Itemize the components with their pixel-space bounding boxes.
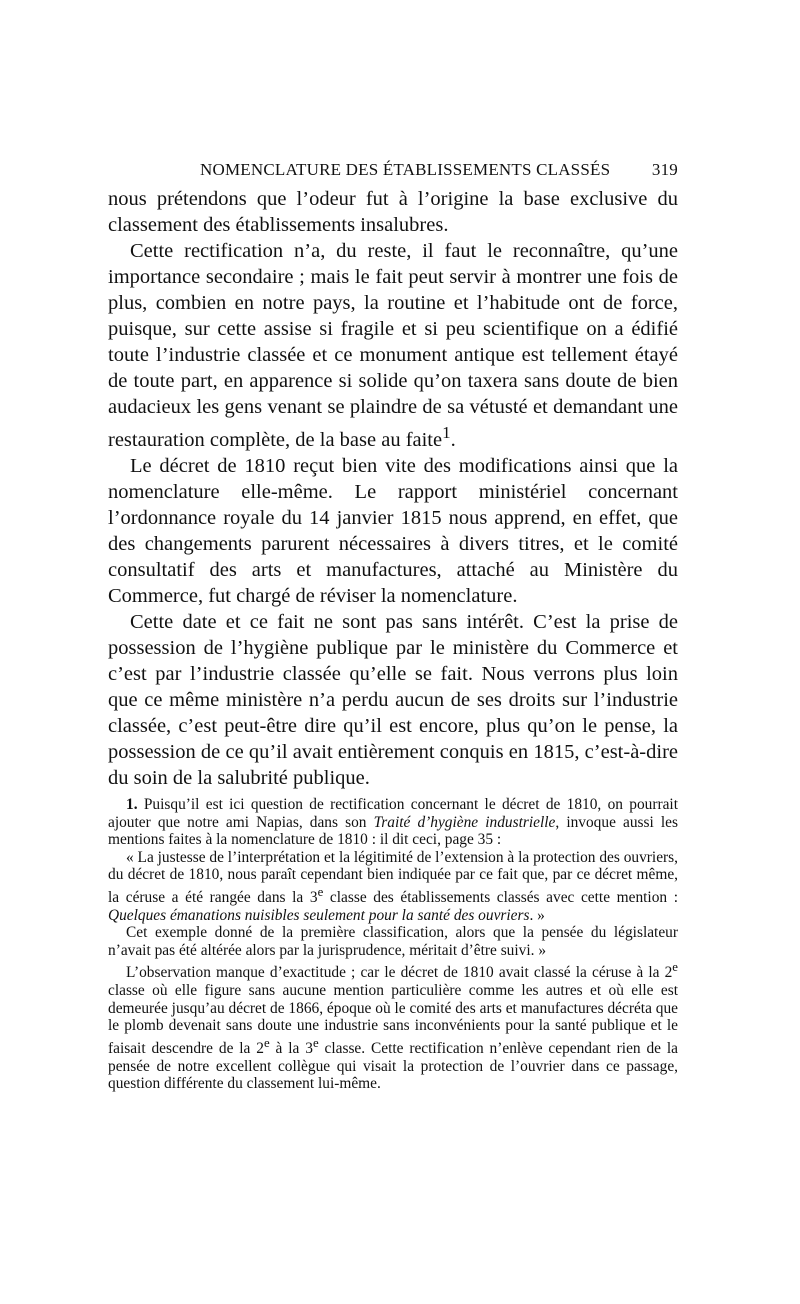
footnote-number: 1.: [126, 796, 138, 813]
paragraph-1: nous prétendons que l’odeur fut à l’origine la base exclusive du classement des établissements insalubres.: [108, 188, 678, 236]
paragraph-3: Le décret de 1810 reçut bien vite des modifications ainsi que la nomenclature elle-même. Le rapport ministériel concernant l’ordonnance royale du 14 janvier 1815 nous apprend, en effet, que des changements parurent nécessaires à divers titres, et le comité consultatif des arts et manufactures, attaché au Ministère du Commerce, fut chargé de réviser la nomenclature.: [108, 454, 678, 607]
book-title: Traité d’hygiène industrielle: [373, 813, 556, 831]
paragraph-2: [108, 238, 678, 453]
paragraph-4: Cette date et ce fait ne sont pas sans intérêt. C’est la prise de possession de l’hygiène publique par le ministère du Commerce et c’est par l’industrie classée qu’elle se fait. Nous verrons plus loin que ce même ministère n’a perdu aucun de ses droits sur l’industrie classée, c’est peut-être dire qu’il est encore, plus qu’on le pense, la possession de ce qu’il avait entièrement conquis en 1815, c’est-à-dire du soin de la salubrité publique.: [108, 610, 678, 789]
footnote-paragraph-1: [108, 796, 678, 849]
footnote-text: . »: [529, 906, 545, 924]
footnote-paragraph-3: Cet exemple donné de la première classification, alors que la pensée du législateur n’avait pas été altérée alors par la jurisprudence, méritait d’être suivi. »: [108, 924, 678, 959]
footnote-reference: 1: [442, 423, 451, 442]
footnote-paragraph-4: [108, 959, 678, 1092]
superscript: e: [672, 960, 678, 975]
page-header: [108, 156, 678, 182]
footnote-text: Puisqu’il est ici question de rectification concernant le décret de 1810, on pourrait ajouter que notre ami Napias, dans son: [108, 796, 678, 831]
footnote-block: [108, 796, 678, 1093]
footnote-paragraph-2: [108, 849, 678, 925]
running-title: NOMENCLATURE DES ÉTABLISSEMENTS CLASSÉS: [200, 160, 611, 179]
footnote-text: à la 3: [269, 1040, 313, 1058]
footnote-text: classe où elle figure sans aucune mention particulière comme les autres et où elle est demeurée jusqu’au décret de 1866, époque où le comité des arts et manufactures décréta que le plomb devenait sans doute une industrie sans inconvénients pour la santé publique et le faisait descendre de la 2: [108, 982, 678, 1058]
paragraph-2-text: Cette rectification n’a, du reste, il faut le reconnaître, qu’une importance secondaire ; mais le fait peut servir à montrer une fois de plus, combien en notre pays, la routine et l’habitude ont de force, puisque, sur cette assise si fragile et si peu scientifique on a édifié toute l’industrie classée et ce monument antique est tellement étayé de toute part, en apparence si solide qu’on taxera sans doute de bien audacieux les gens venant se plaindre de sa vétusté et demandant une restauration complète, de la base au faite: [108, 240, 678, 451]
page-number: 319: [651, 160, 678, 179]
footnote-text: L’observation manque d’exactitude ; car le décret de 1810 avait classé la céruse à la 2: [126, 964, 673, 982]
quoted-mention: Quelques émanations nuisibles seulement pour la santé des ouvriers: [108, 906, 530, 924]
superscript: e: [312, 1035, 319, 1050]
footnote-text: classe. Cette rectification n’enlève cependant rien de la pensée de notre excellent collègue qui visait la protection de l’ouvrier dans ce passage, question différente du classement lui-même.: [108, 1040, 678, 1093]
paragraph-2-end: .: [450, 428, 456, 451]
footnote-text: classe des établissements classés avec cette mention :: [323, 889, 678, 907]
footnote-text: « La justesse de l’interprétation et la légitimité de l’extension à la protection des ouvriers, du décret de 1810, nous paraît cependant bien indiquée par ce fait que, par ce décret même, la céruse a été rangée dans la 3: [108, 848, 678, 907]
superscript: e: [317, 884, 324, 899]
main-text: [108, 186, 678, 791]
footnote-text: , invoque aussi les mentions faites à la nomenclature de 1810 : il dit ceci, page 35 :: [108, 813, 678, 849]
superscript: e: [263, 1035, 270, 1050]
